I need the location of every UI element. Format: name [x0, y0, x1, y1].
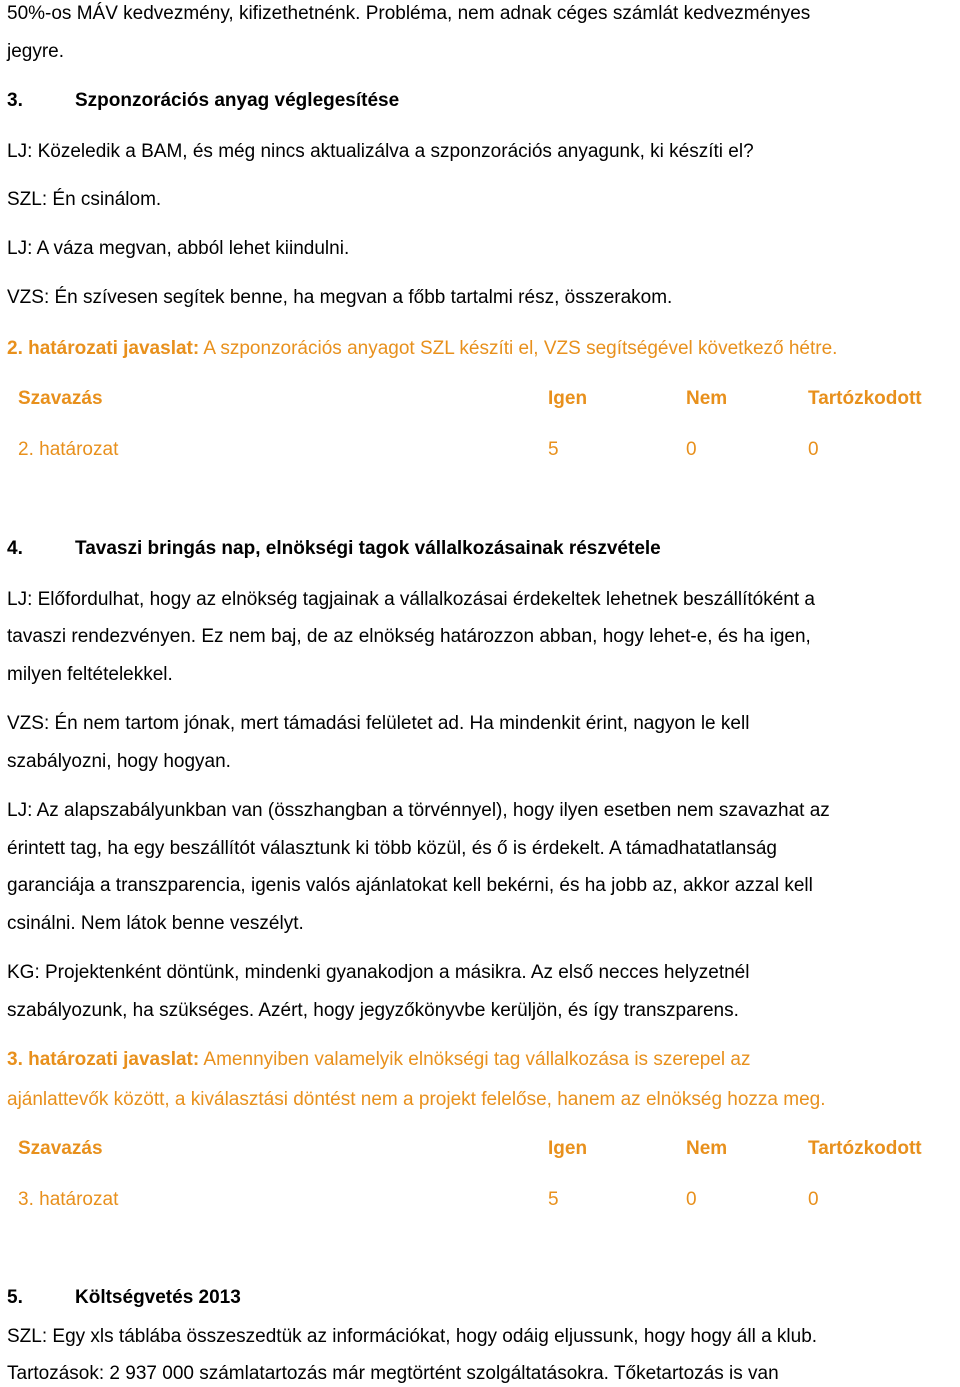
paragraph-line: LJ: A váza megvan, abból lehet kiindulni.	[7, 238, 350, 259]
section-number: 5.	[7, 1287, 23, 1308]
proposal-label: 2. határozati javaslat:	[7, 338, 200, 359]
vote-header-abstain: Tartózkodott	[808, 388, 922, 409]
paragraph-line: szabályozni, hogy hogyan.	[7, 751, 231, 772]
vote-header-no: Nem	[686, 388, 728, 409]
paragraph-line: LJ: Az alapszabályunkban van (összhangban a törvénnyel), hogy ilyen esetben nem szavazhat az	[7, 800, 830, 821]
section-title: Szponzorációs anyag véglegesítése	[75, 90, 400, 111]
paragraph-line: csinálni. Nem látok benne veszélyt.	[7, 913, 304, 934]
paragraph-line: jegyre.	[7, 41, 65, 62]
vote-result-row	[0, 1189, 960, 1213]
proposal-3	[7, 1049, 751, 1071]
paragraph-line: érintett tag, ha egy beszállítót választunk ki több közül, és ő is érdekelt. A támadhatatlanság	[7, 838, 777, 859]
section-heading-5	[7, 1287, 241, 1309]
paragraph-line: VZS: Én nem tartom jónak, mert támadási felületet ad. Ha mindenkit érint, nagyon le kell	[7, 713, 750, 734]
paragraph-line: VZS: Én szívesen segítek benne, ha megvan a főbb tartalmi rész, összerakom.	[7, 287, 673, 308]
proposal-label: 3. határozati javaslat:	[7, 1049, 200, 1070]
vote-result-yes: 5	[548, 439, 559, 460]
vote-header-abstain: Tartózkodott	[808, 1138, 922, 1159]
vote-result-abstain: 0	[808, 439, 819, 460]
paragraph-line: SZL: Én csinálom.	[7, 189, 162, 210]
vote-result-row	[0, 439, 960, 463]
paragraph-line: 50%-os MÁV kedvezmény, kifizethetnénk. Probléma, nem adnak céges számlát kedvezményes	[7, 3, 811, 24]
proposal-text: Amennyiben valamelyik elnökségi tag vállalkozása is szerepel az	[199, 1049, 751, 1070]
paragraph-line: tavaszi rendezvényen. Ez nem baj, de az elnökség határozzon abban, hogy lehet-e, és ha igen,	[7, 626, 811, 647]
vote-table-header	[0, 388, 960, 412]
vote-result-abstain: 0	[808, 1189, 819, 1210]
vote-header-no: Nem	[686, 1138, 728, 1159]
paragraph-line: garanciája a transzparencia, igenis valós ajánlatokat kell bekérni, és ha jobb az, akkor azzal kell	[7, 875, 813, 896]
section-title: Költségvetés 2013	[75, 1287, 241, 1308]
paragraph-line: LJ: Előfordulhat, hogy az elnökség tagjainak a vállalkozásai érdekeltek lehetnek beszállítóként a	[7, 589, 816, 610]
proposal-3-continuation: ajánlattevők között, a kiválasztási döntést nem a projekt felelőse, hanem az elnökség hozza meg.	[7, 1089, 826, 1110]
paragraph-line: SZL: Egy xls táblába összeszedtük az információkat, hogy odáig eljussunk, hogy hogy áll a klub.	[7, 1326, 818, 1347]
vote-table-header	[0, 1138, 960, 1162]
vote-result-no: 0	[686, 1189, 697, 1210]
paragraph-line: szabályozunk, ha szükséges. Azért, hogy jegyzőkönyvbe kerüljön, és így transzparens.	[7, 1000, 739, 1021]
vote-result-label: 2. határozat	[18, 439, 119, 460]
vote-header-label: Szavazás	[18, 388, 103, 409]
section-title: Tavaszi bringás nap, elnökségi tagok vállalkozásainak részvétele	[75, 538, 661, 559]
paragraph-line: milyen feltételekkel.	[7, 664, 173, 685]
vote-header-label: Szavazás	[18, 1138, 103, 1159]
paragraph-line: Tartozások: 2 937 000 számlatartozás már megtörtént szolgáltatásokra. Tőketartozás is van	[7, 1363, 779, 1384]
section-heading-4	[7, 538, 661, 560]
proposal-text: A szponzorációs anyagot SZL készíti el, VZS segítségével következő hétre.	[199, 338, 838, 359]
paragraph-line: LJ: Közeledik a BAM, és még nincs aktualizálva a szponzorációs anyagunk, ki készíti el?	[7, 141, 754, 162]
vote-result-yes: 5	[548, 1189, 559, 1210]
vote-result-label: 3. határozat	[18, 1189, 119, 1210]
proposal-2	[7, 338, 837, 360]
vote-header-yes: Igen	[548, 388, 588, 409]
vote-header-yes: Igen	[548, 1138, 588, 1159]
vote-result-no: 0	[686, 439, 697, 460]
section-number: 4.	[7, 538, 23, 559]
paragraph-line: KG: Projektenként döntünk, mindenki gyanakodjon a másikra. Az első necces helyzetnél	[7, 962, 750, 983]
section-number: 3.	[7, 90, 23, 111]
section-heading-3	[7, 90, 399, 112]
